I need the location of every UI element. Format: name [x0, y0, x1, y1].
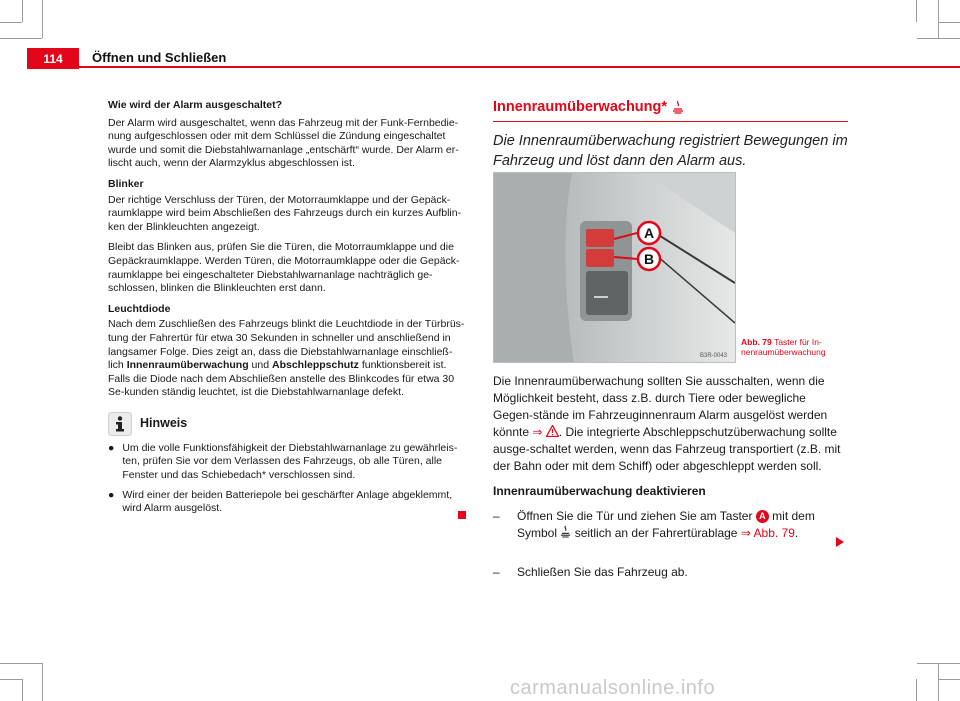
question-heading: Wie wird der Alarm ausgeschaltet?: [108, 99, 282, 111]
step-dash: –: [493, 509, 500, 523]
right-body: [493, 373, 849, 603]
bullet-icon: ●: [108, 488, 115, 501]
continue-arrow-icon: [836, 537, 844, 547]
hint-bullet-text: Wird einer der beiden Batteriepole bei geschärfter Anlage abgeklemmt, wird Alarm ausgelöst.: [122, 488, 453, 515]
header-rule: [79, 66, 960, 68]
section-rule: [493, 121, 848, 122]
step-item: [493, 508, 849, 542]
paragraph-alarm-off: Der Alarm wird ausgeschaltet, wenn das Fahrzeug mit der Funk-Fernbedie-nung aufgeschlossen oder mit dem Schlüssel die Zündung eingeschaltet wurde und somit die Diebstahlwarnanlage „entschärft“ wurde. Der Alarm er-lischt auch, wenn der Alarmzyklus abgeschlossen ist.: [108, 116, 459, 170]
page-number: 114: [27, 48, 79, 69]
watermark: carmanualsonline.info: [510, 677, 716, 699]
hint-bullet: [108, 442, 465, 483]
subheading-deactivate: Innenraumüberwachung deaktivieren: [493, 484, 706, 498]
paragraph-blinker-missing: Bleibt das Blinken aus, prüfen Sie die Türen, die Motorraumklappe und die Gepäckraumklappe. Werden Türen, die Motorraumklappe oder die Gepäck-raumklappe bei eingeschalteter Diebstahlwarnanlage nachträglich ge-schlossen, blinken die Blinkleuchten erst dann.: [108, 241, 460, 295]
step-item: [493, 564, 849, 581]
step-dash: –: [493, 565, 500, 579]
figure-door-buttons: [493, 172, 736, 363]
figure-caption: [741, 337, 851, 357]
bullet-icon: ●: [108, 441, 115, 454]
page-title: Öffnen und Schließen: [92, 50, 227, 65]
figure-reference-link[interactable]: ⇒ Abb. 79: [740, 526, 795, 540]
caption-number: Abb. 79: [741, 337, 772, 347]
paragraph-leuchtdiode: Nach dem Zuschließen des Fahrzeugs blinkt die Leuchtdiode in der Türbrüs-tung der Fahrertür für etwa 30 Sekunden in schneller und anschließend in langsamer Folge. Dies zeigt an, dass die Diebstahlwarnanlage einschließ-lich Innenraumüberwachung und Abschleppschutz funktionsbereit ist. Falls die Diode nach dem Abschließen anstelle des Blinkcodes für etwa 30 Se-kunden ständig leuchtet, ist die Diebstahlwarnanlage defekt.: [108, 318, 465, 399]
figure-label-b: B: [643, 251, 655, 267]
paragraph-deactivate-reason: Die Innenraumüberwachung sollten Sie ausschalten, wenn die Möglichkeit besteht, dass z.B. durch Tiere oder bewegliche Gegen-stände im Fahrzeuginnenraum Alarm ausgelöst werden könnte ⇒ . Die integrierte Abschleppschutzüberwachung sollte ausge-schaltet werden, wenn das Fahrzeug transportiert (z.B. mit der Bahn oder mit dem Schiff) oder abgeschleppt werden soll.: [493, 374, 841, 473]
left-column: [108, 99, 465, 522]
step-text: Öffnen Sie die Tür und ziehen Sie am Taster A mit dem Symbol seitlich an der Fahrertürablage ⇒ Abb. 79.: [517, 509, 815, 540]
subheading-blinker: Blinker: [108, 177, 144, 190]
hint-bullet-text: Um die volle Funktionsfähigkeit der Diebstahlwarnanlage zu gewährleis-ten, prüfen Sie vor dem Verlassen des Fahrzeugs, ob alle Türen, alle Fenster und das Schiebedach* verschlossen sind.: [122, 441, 458, 482]
hint-bullet: [108, 489, 465, 516]
figure-code: B3R-0043: [700, 353, 728, 359]
section-intro: Die Innenraumüberwachung registriert Bewegungen im Fahrzeug und löst dann den Alarm aus.: [493, 133, 848, 169]
section-end-icon: [458, 511, 466, 519]
button-a-badge: A: [756, 510, 769, 523]
right-column: [493, 99, 848, 171]
step-text: Schließen Sie das Fahrzeug ab.: [517, 565, 688, 579]
interior-monitor-icon: [672, 100, 684, 114]
section-title-text: Innenraumüberwachung*: [493, 99, 668, 115]
caption-text: Taster für In-nenraumüberwachung: [741, 337, 826, 357]
interior-monitor-icon: [560, 525, 571, 538]
warning-icon: [546, 425, 559, 437]
hint-title: Hinweis: [140, 416, 188, 431]
subheading-leuchtdiode: Leuchtdiode: [108, 302, 171, 315]
paragraph-blinker: Der richtige Verschluss der Türen, der Motorraumklappe und der Gepäck-raumklappe wird beim Abschließen des Fahrzeugs durch ein kurzes Aufblin-ken der Blinkleuchten angezeigt.: [108, 193, 462, 233]
hint-header: [108, 412, 465, 436]
info-icon: [108, 412, 132, 436]
figure-label-a: A: [643, 225, 655, 241]
section-title: [493, 99, 848, 115]
